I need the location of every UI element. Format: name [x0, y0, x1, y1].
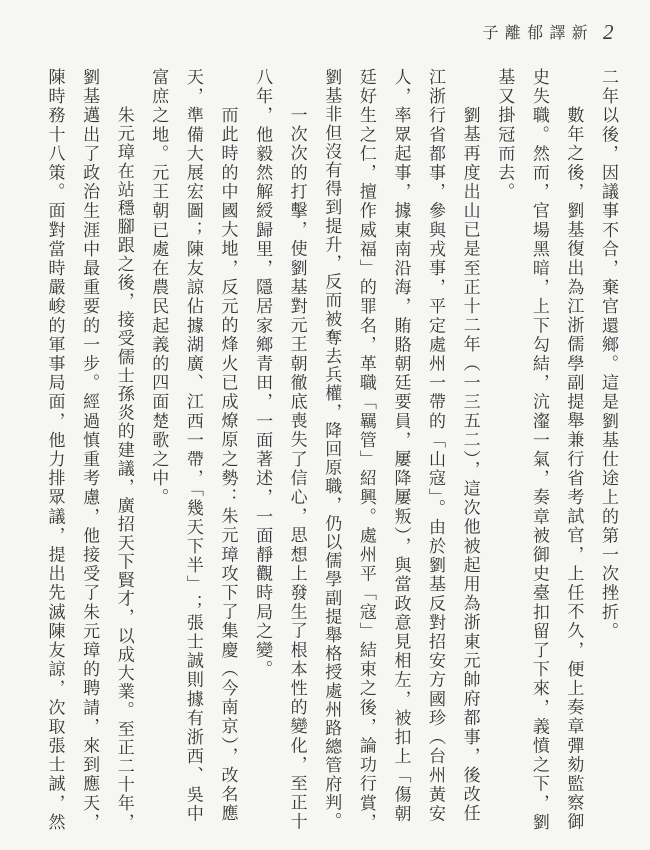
- text-column: 二年以後，因議事不合，棄官還鄉。這是劉基仕途上的第一次挫折。: [598, 68, 618, 641]
- paragraph: [487, 68, 591, 850]
- text-column: 一次次的打擊，使劉基對元王朝徹底喪失了信心，思想上發生了根本性的變化，至正十: [286, 106, 307, 832]
- vertical-text-body: [37, 68, 625, 850]
- running-head: [0, 0, 650, 60]
- paragraph: [244, 68, 313, 850]
- text-column: 江浙行省都事，參與戎事，平定處州一帶的「山寇」。由於劉基反對招安方國珍（台州黃安: [425, 68, 446, 824]
- text-column: 史失職。然而，官場黑暗，上下勾結，沆瀣一氣，奏章被御史臺扣留了下來，義憤之下，劉: [528, 68, 549, 832]
- text-column: 朱元璋在站穩腳跟之後，接受儒士孫炎的建議，廣招天下賢才，以成大業。至正二十年，: [113, 106, 134, 832]
- paragraph: [141, 68, 245, 850]
- page-number: 2: [603, 20, 614, 44]
- text-column: 富庶之地。元王朝已處在農民起義的四面楚歌之中。: [148, 68, 169, 508]
- text-column: 廷好生之仁，擅作威福」的罪名，革職「羈管」紹興。處州平「寇」結束之後，論功行賞，: [355, 68, 376, 832]
- book-title: 新譯郁離子: [482, 23, 594, 42]
- text-column: 八年，他毅然解綬歸里，隱居家鄉青田，一面著述，一面靜觀時局之變。: [252, 68, 273, 680]
- paragraph-continued: [590, 68, 625, 850]
- text-column: 劉基非但沒有得到提升，反而被奪去兵權，降回原職，仍以儒學副提舉格授處州路總管府判。: [321, 68, 342, 831]
- paragraph: [314, 68, 487, 850]
- text-column: 陳時務十八策。面對當時嚴峻的軍事局面，他力排眾議，提出先滅陳友諒，次取張士誠，然: [44, 68, 65, 832]
- text-column: 基又掛冠而去。: [494, 68, 515, 202]
- text-column: 而此時的中國大地，反元的烽火已成燎原之勢：朱元璋攻下了集慶（今南京），改名應: [217, 106, 238, 824]
- text-column: 天，準備大展宏圖；陳友諒佔據湖廣、江西一帶，「幾天下半」；張士誠則據有浙西、吳中: [182, 68, 203, 824]
- text-column: 人，率眾起事，據東南沿海，賄賂朝廷要員，屢降屢叛），與當政意見相左，被扣上「傷朝: [390, 68, 411, 824]
- paragraph: [37, 68, 141, 850]
- text-column: 劉基邁出了政治生涯中最重要的一步。經過慎重考慮，他接受了朱元璋的聘請，來到應天，: [79, 68, 100, 832]
- text-column: 數年之後，劉基復出為江浙儒學副提舉兼行省考試官，上任不久，便上奏章彈劾監察御: [563, 106, 584, 832]
- text-column: 劉基再度出山已是至正十二年（一三五二），這次他被起用為浙東元帥府都事，後改任: [459, 106, 480, 824]
